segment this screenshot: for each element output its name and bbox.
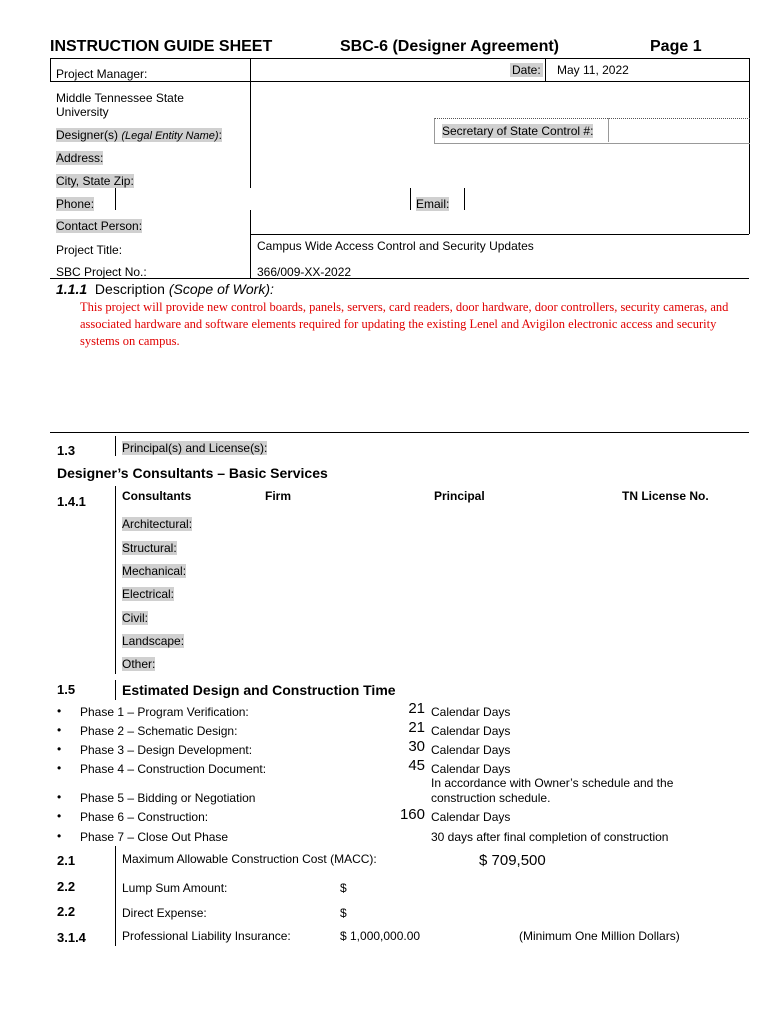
page-title: INSTRUCTION GUIDE SHEET	[50, 38, 273, 55]
phase-days: 30	[408, 738, 425, 755]
cost-label: Lump Sum Amount:	[122, 881, 228, 895]
phase-label: Phase 4 – Construction Document:	[80, 762, 267, 776]
phase-days: 21	[408, 700, 425, 717]
consultants-heading: Designer’s Consultants – Basic Services	[57, 465, 328, 481]
consultants-number: 1.4.1	[57, 494, 86, 509]
bullet: •	[57, 829, 62, 843]
phone-label: Phone:	[56, 197, 95, 211]
divider	[250, 234, 749, 235]
phase-label: Phase 3 – Design Development:	[80, 743, 253, 757]
phase-label: Phase 6 – Construction:	[80, 810, 209, 824]
divider	[545, 58, 546, 81]
phase-unit: Calendar Days	[431, 762, 511, 776]
consultant-electrical: Electrical:	[122, 587, 175, 601]
consultant-mechanical: Mechanical:	[122, 564, 187, 578]
cost-number: 2.2	[57, 904, 76, 919]
bullet: •	[57, 790, 62, 804]
bullet: •	[57, 809, 62, 823]
consultant-civil: Civil:	[122, 611, 148, 625]
principals-number: 1.3	[57, 443, 76, 458]
phase-unit: Calendar Days	[431, 810, 511, 824]
page-number: Page 1	[650, 38, 702, 55]
bullet: •	[57, 761, 62, 775]
col-license: TN License No.	[622, 489, 709, 503]
cost-number: 2.2	[57, 879, 76, 894]
bullet: •	[57, 723, 62, 737]
divider	[50, 81, 749, 82]
phase-label: Phase 2 – Schematic Design:	[80, 724, 238, 738]
description-number: 1.1.1	[56, 281, 88, 297]
divider	[115, 188, 116, 210]
col-principal: Principal	[434, 489, 485, 503]
bullet: •	[57, 742, 62, 756]
phase-days: 45	[408, 757, 425, 774]
phase-unit: 30 days after final completion of construction	[431, 830, 669, 844]
divider	[250, 210, 251, 278]
cost-label: Maximum Allowable Construction Cost (MACC):	[122, 852, 377, 866]
date-value: May 11, 2022	[557, 63, 629, 77]
description-label-italic: (Scope of Work):	[168, 281, 274, 297]
consultant-structural: Structural:	[122, 541, 177, 555]
phase-label: Phase 5 – Bidding or Negotiation	[80, 791, 256, 805]
designer-label	[56, 128, 222, 142]
bullet: •	[57, 704, 62, 718]
divider	[50, 58, 51, 81]
cost-amount: $ 1,000,000.00	[340, 929, 421, 943]
description-heading	[56, 281, 274, 297]
phase-unit: In accordance with Owner’s schedule and the construction schedule.	[431, 776, 674, 805]
divider	[50, 432, 749, 433]
project-title-value: Campus Wide Access Control and Security Updates	[257, 239, 534, 253]
divider	[410, 188, 411, 210]
city-state-zip-label: City, State Zip:	[56, 174, 134, 188]
cost-label: Professional Liability Insurance:	[122, 929, 291, 943]
phase-days: 21	[408, 719, 425, 736]
cost-amount: $	[340, 881, 347, 895]
cost-number: 2.1	[57, 853, 76, 868]
phase-unit: Calendar Days	[431, 724, 511, 738]
cost-number: 3.1.4	[57, 930, 86, 945]
project-title-label: Project Title:	[56, 243, 123, 257]
designer-label-end: :	[218, 128, 222, 142]
schedule-number: 1.5	[57, 682, 76, 697]
sbc-project-label: SBC Project No.:	[56, 265, 147, 279]
secretary-label: Secretary of State Control #:	[442, 124, 594, 138]
project-manager-label: Project Manager:	[56, 67, 148, 81]
description-label: Description	[94, 281, 165, 297]
form-title: SBC-6 (Designer Agreement)	[340, 38, 560, 55]
col-firm: Firm	[265, 489, 292, 503]
principals-label: Principal(s) and License(s):	[122, 441, 268, 455]
divider	[250, 58, 251, 188]
phase-label: Phase 7 – Close Out Phase	[80, 830, 229, 844]
divider	[115, 846, 116, 946]
divider	[115, 680, 116, 700]
divider	[115, 486, 116, 674]
phase-days: 160	[399, 806, 425, 823]
phase-unit: Calendar Days	[431, 705, 511, 719]
date-label: Date:	[512, 63, 541, 77]
description-text: This project will provide new control boards, panels, servers, card readers, door hardware, door controllers, security cameras, and associated hardware and software elements required for updating the existing Lenel and Avigilon electronic access and security systems on campus.	[80, 300, 729, 348]
university-name: Middle Tennessee State University	[56, 91, 184, 119]
cost-label: Direct Expense:	[122, 906, 207, 920]
designer-label-italic: (Legal Entity Name)	[121, 130, 219, 142]
schedule-heading: Estimated Design and Construction Time	[122, 682, 396, 698]
designer-label-text: Designer(s)	[56, 128, 122, 142]
divider	[50, 278, 749, 279]
divider	[608, 118, 609, 142]
phase-unit: Calendar Days	[431, 743, 511, 757]
address-label: Address:	[56, 151, 104, 165]
contact-person-label: Contact Person:	[56, 219, 143, 233]
email-label: Email:	[416, 197, 450, 211]
divider	[115, 436, 116, 456]
divider	[50, 58, 749, 59]
insurance-note: (Minimum One Million Dollars)	[519, 929, 680, 943]
col-consultants: Consultants	[122, 489, 192, 503]
divider	[464, 188, 465, 210]
sbc-project-value: 366/009-XX-2022	[257, 265, 352, 279]
phase-label: Phase 1 – Program Verification:	[80, 705, 249, 719]
macc-value: $ 709,500	[479, 852, 546, 869]
divider	[749, 58, 750, 234]
consultant-architectural: Architectural:	[122, 517, 193, 531]
cost-amount: $	[340, 906, 347, 920]
consultant-landscape: Landscape:	[122, 634, 185, 648]
consultant-other: Other:	[122, 657, 156, 671]
